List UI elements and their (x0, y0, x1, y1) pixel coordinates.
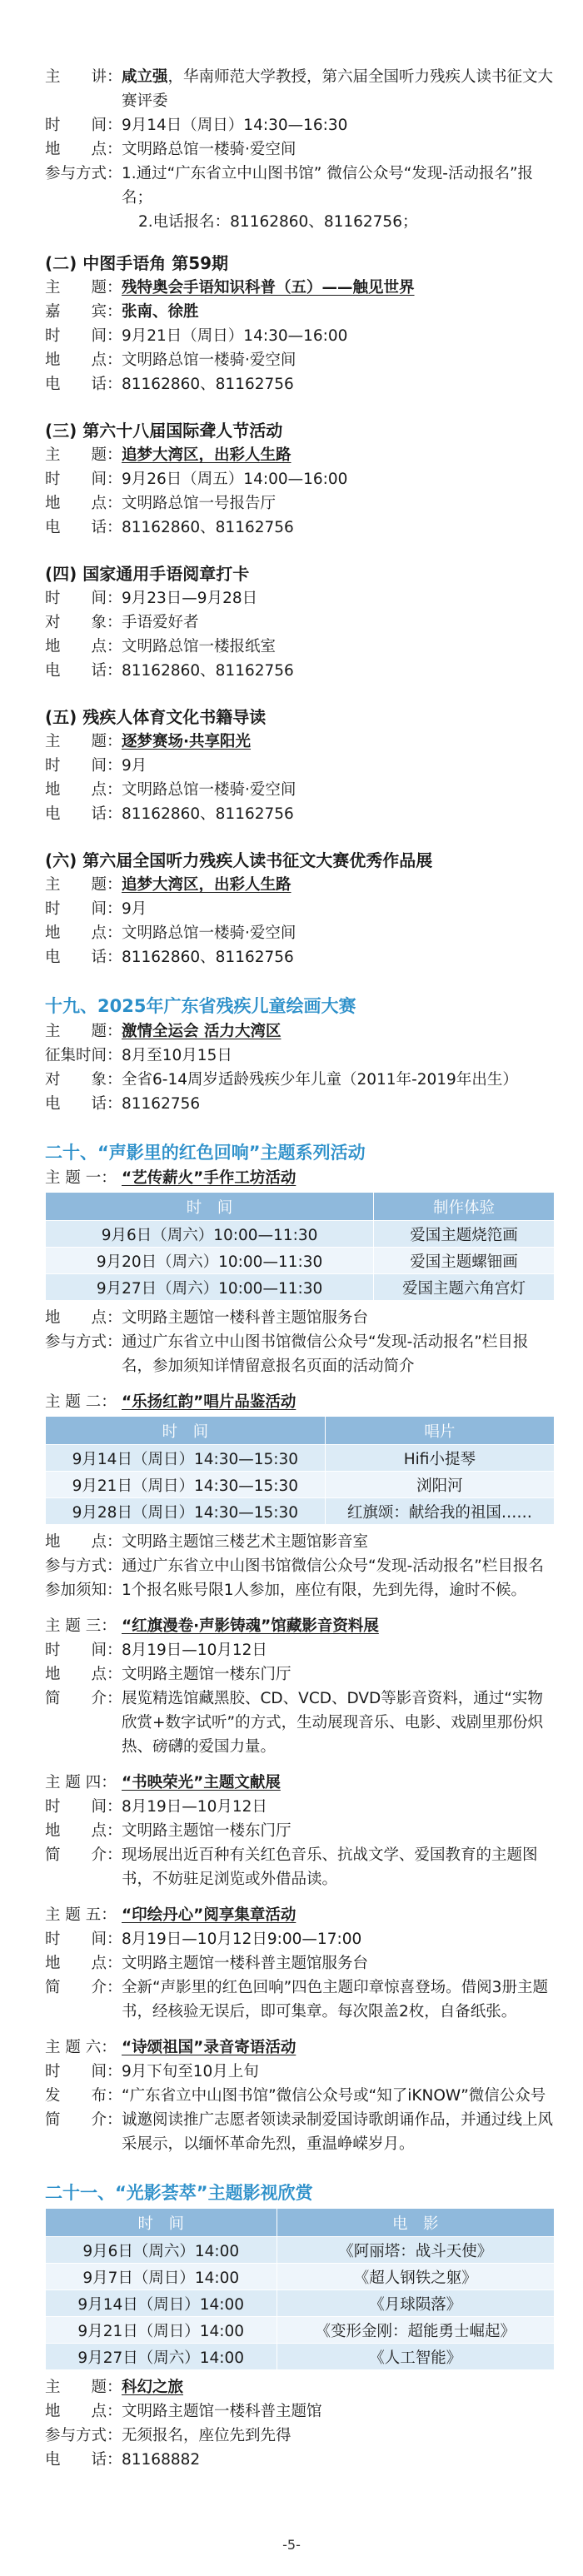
place-value: 文明路主题馆一楼东门厅 (122, 1822, 292, 1840)
time-value: 9月21日（周日）14:30—16:00 (122, 327, 348, 345)
section-title: (三) 第六十八届国际聋人节活动 (45, 421, 283, 441)
label: 发 布： (45, 2087, 122, 2105)
cell-item: Hifi小提琴 (325, 1445, 554, 1472)
join-value-2: 2.电话报名：81162860、81162756； (138, 213, 418, 231)
label: 主 题： (45, 876, 122, 894)
section-title: (二) 中图手语角 第59期 (45, 253, 229, 273)
label: 参与方式： (45, 165, 122, 182)
label: 地 点： (45, 495, 122, 512)
place-value: 文明路主题馆三楼艺术主题馆影音室 (122, 1533, 369, 1551)
label: 时 间： (45, 117, 122, 134)
cell-movie: 《超人钢铁之躯》 (277, 2264, 555, 2290)
tel-value: 81162860、81162756 (122, 662, 294, 680)
cell-item: 爱国主题烧笵画 (374, 1221, 555, 1248)
label: 地 点： (45, 1666, 122, 1683)
theme-value: 逐梦赛场·共享阳光 (122, 733, 252, 750)
label: 时 间： (45, 471, 122, 488)
part-title: 十九、2025年广东省残疾儿童绘画大赛 (45, 996, 356, 1016)
desc-value: 诚邀阅读推广志愿者领读录制爱国诗歌朗诵作品，并通过线上风采展示，以缅怀革命先烈，重温峥嵘岁月。 (122, 2111, 554, 2153)
cell-movie: 《人工智能》 (277, 2344, 555, 2370)
tel-value: 81162860、81162756 (122, 805, 294, 823)
label: 主 题： (45, 446, 122, 464)
label: 时 间： (45, 757, 122, 775)
label: 电 话： (45, 1095, 122, 1113)
place-value: 文明路总馆一楼报纸室 (122, 638, 277, 655)
label: 简 介： (45, 1979, 122, 1996)
time-value: 9月23日—9月28日 (122, 590, 258, 607)
time-value: 9月26日（周五）14:00—16:00 (122, 471, 348, 488)
header-time: 时 间 (46, 1417, 326, 1445)
label: 主 题： (45, 279, 122, 296)
time-value: 9月 (122, 757, 147, 775)
join-value: 1.通过“广东省立中山图书馆” 微信公众号“发现-活动报名”报名； (122, 165, 534, 207)
header-record: 唱片 (325, 1417, 554, 1445)
table-header (46, 1193, 555, 1221)
place-value: 文明路主题馆一楼东门厅 (122, 1666, 292, 1683)
cell-item: 爱国主题六角宫灯 (374, 1274, 555, 1301)
cell-time: 9月6日（周六）10:00—11:30 (46, 1221, 374, 1248)
label: 地 点： (45, 924, 122, 942)
time-value: 8月19日—10月12日9:00—17:00 (122, 1931, 362, 1948)
label: 主 题： (45, 2379, 122, 2396)
table-row (46, 1472, 555, 1498)
label: 地 点： (45, 638, 122, 655)
cell-item: 红旗颂：献给我的祖国…… (325, 1498, 554, 1525)
cell-time: 9月21日（周日）14:30—15:30 (46, 1472, 326, 1498)
place-value: 文明路总馆一号报告厅 (122, 495, 277, 512)
time-value: 8月19日—10月12日 (122, 1642, 267, 1659)
table-row (46, 2344, 555, 2370)
page-number: -5- (282, 2537, 301, 2553)
cell-movie: 《月球陨落》 (277, 2290, 555, 2317)
theme-value: 科幻之旅 (122, 2379, 184, 2396)
tel-value: 81162860、81162756 (122, 376, 294, 393)
table-row (46, 2290, 555, 2317)
cell-time: 9月20日（周六）10:00—11:30 (46, 1248, 374, 1274)
object-value: 全省6-14周岁适龄残疾少年儿童（2011年-2019年出生） (122, 1071, 518, 1089)
cell-time: 9月27日（周六）14:00 (46, 2344, 277, 2370)
desc-value: 展览精选馆藏黑胶、CD、VCD、DVD等影音资料，通过“实物欣赏+数字试听”的方式，生动展现音乐、电影、戏剧里那份炽热、磅礴的爱国力量。 (122, 1690, 544, 1756)
table-row (46, 2237, 555, 2264)
tel-value: 81162860、81162756 (122, 949, 294, 966)
label: 时 间： (45, 1798, 122, 1816)
cell-time: 9月6日（周六）14:00 (46, 2237, 277, 2264)
label: 地 点： (45, 351, 122, 369)
label: 时 间： (45, 1931, 122, 1948)
due-value: 8月至10月15日 (122, 1047, 232, 1064)
header-exp: 制作体验 (374, 1193, 555, 1221)
label: 时 间： (45, 2063, 122, 2080)
label: 征集时间： (45, 1047, 122, 1064)
time-value: 9月下旬至10月上旬 (122, 2063, 259, 2080)
label: 时 间： (45, 327, 122, 345)
label: 参与方式： (45, 1557, 122, 1575)
label: 主 讲： (45, 68, 122, 86)
label: 主 题 二： (45, 1393, 117, 1411)
table-row (46, 2317, 555, 2344)
label: 主 题 三： (45, 1617, 117, 1635)
tel-value: 81162860、81162756 (122, 519, 294, 536)
join-value: 通过广东省立中山图书馆微信公众号“发现-活动报名”栏目报名 (122, 1557, 544, 1575)
label: 主 题 四： (45, 1774, 117, 1791)
label: 地 点： (45, 141, 122, 158)
label: 电 话： (45, 376, 122, 393)
label: 参与方式： (45, 1333, 122, 1351)
label: 地 点： (45, 1822, 122, 1840)
guest-value: 张南、徐胜 (122, 303, 199, 321)
label: 主 题 六： (45, 2039, 117, 2056)
label: 简 介： (45, 1690, 122, 1707)
cell-item: 浏阳河 (325, 1472, 554, 1498)
label: 地 点： (45, 781, 122, 799)
place-value: 文明路主题馆一楼科普主题馆服务台 (122, 1309, 369, 1327)
label: 地 点： (45, 1309, 122, 1327)
part-title: 二十、“声影里的红色回响”主题系列活动 (45, 1143, 366, 1163)
label: 地 点： (45, 1533, 122, 1551)
label: 地 点： (45, 1955, 122, 1972)
theme-value: “艺传薪火”手作工坊活动 (122, 1169, 296, 1187)
label: 对 象： (45, 614, 122, 631)
place-value: 文明路主题馆一楼科普主题馆服务台 (122, 1955, 369, 1972)
join-value: 通过广东省立中山图书馆微信公众号“发现-活动报名”栏目报名，参加须知详情留意报名页面的活动简介 (122, 1333, 529, 1375)
label: 参与方式： (45, 2427, 122, 2444)
table-row (46, 2264, 555, 2290)
label: 时 间： (45, 900, 122, 918)
section-title: (六) 第六届全国听力残疾人读书征文大赛优秀作品展 (45, 850, 433, 870)
label: 简 介： (45, 1846, 122, 1864)
place-value: 文明路总馆一楼骑·爱空间 (122, 351, 296, 369)
label: 电 话： (45, 519, 122, 536)
label: 主 题 一： (45, 1169, 117, 1187)
section-title: (五) 残疾人体育文化书籍导读 (45, 707, 267, 727)
cell-movie: 《变形金刚：超能勇士崛起》 (277, 2317, 555, 2344)
theme-value: 激情全运会 活力大湾区 (122, 1023, 282, 1040)
header-time: 时 间 (46, 2209, 277, 2237)
join-value: 无须报名，座位先到先得 (122, 2427, 292, 2444)
cell-time: 9月28日（周日）14:30—15:30 (46, 1498, 326, 1525)
speaker-name: 咸立强 (122, 68, 168, 86)
workshop-table (45, 1192, 555, 1301)
label: 电 话： (45, 2451, 122, 2469)
note-value: 1个报名账号限1人参加，座位有限，先到先得，逾时不候。 (122, 1582, 527, 1599)
label: 电 话： (45, 662, 122, 680)
cell-time: 9月14日（周日）14:00 (46, 2290, 277, 2317)
label: 时 间： (45, 1642, 122, 1659)
part-title: 二十一、“光影荟萃”主题影视欣赏 (45, 2183, 313, 2203)
label: 地 点： (45, 2403, 122, 2420)
theme-value: “印绘丹心”阅享集章活动 (122, 1906, 296, 1924)
desc-value: 全新“声影里的红色回响”四色主题印章惊喜登场。借阅3册主题书，经核验无误后，即可集章。每次限盖2枚，自备纸张。 (122, 1979, 548, 2020)
table-row (46, 1498, 555, 1525)
label: 对 象： (45, 1071, 122, 1089)
publish-value: “广东省立中山图书馆”微信公众号或“知了iKNOW”微信公众号 (122, 2087, 546, 2105)
theme-value: “书映荣光”主题文献展 (122, 1774, 281, 1791)
tel-value: 81162756 (122, 1095, 201, 1113)
place-value: 文明路主题馆一楼科普主题馆 (122, 2403, 322, 2420)
document-page (45, 65, 555, 2472)
table-row (46, 1248, 555, 1274)
table-header (46, 2209, 555, 2237)
time-value: 8月19日—10月12日 (122, 1798, 267, 1816)
intro-block (45, 65, 555, 234)
theme-value: 追梦大湾区，出彩人生路 (122, 876, 292, 894)
theme-value: 追梦大湾区，出彩人生路 (122, 446, 292, 464)
cell-item: 爱国主题螺钿画 (374, 1248, 555, 1274)
object-value: 手语爱好者 (122, 614, 199, 631)
section-title: (四) 国家通用手语阅章打卡 (45, 564, 250, 584)
table-row (46, 1274, 555, 1301)
theme-value: “红旗漫卷·声影铸魂”馆藏影音资料展 (122, 1617, 379, 1635)
theme-value: “乐扬红韵”唱片品鉴活动 (122, 1393, 296, 1411)
place-value: 文明路总馆一楼骑·爱空间 (122, 924, 296, 942)
cell-movie: 《阿丽塔：战斗天使》 (277, 2237, 555, 2264)
cell-time: 9月21日（周日）14:00 (46, 2317, 277, 2344)
table-row (46, 1445, 555, 1472)
record-table (45, 1416, 555, 1525)
label: 时 间： (45, 590, 122, 607)
cell-time: 9月7日（周日）14:00 (46, 2264, 277, 2290)
time-value: 9月14日（周日）14:30—16:30 (122, 117, 348, 134)
label: 嘉 宾： (45, 303, 122, 321)
label: 电 话： (45, 805, 122, 823)
tel-value: 81168882 (122, 2451, 201, 2469)
place-value: 文明路总馆一楼骑·爱空间 (122, 141, 296, 158)
label: 参加须知： (45, 1582, 122, 1599)
speaker-desc: ，华南师范大学教授，第六届全国听力残疾人读书征文大赛评委 (122, 68, 554, 110)
movie-table (45, 2208, 555, 2370)
label: 主 题： (45, 1023, 122, 1040)
place-value: 文明路总馆一楼骑·爱空间 (122, 781, 296, 799)
table-row (46, 1221, 555, 1248)
label: 主 题： (45, 733, 122, 750)
header-time: 时 间 (46, 1193, 374, 1221)
table-header (46, 1417, 555, 1445)
time-value: 9月 (122, 900, 147, 918)
label: 主 题 五： (45, 1906, 117, 1924)
label: 简 介： (45, 2111, 122, 2129)
cell-time: 9月14日（周日）14:30—15:30 (46, 1445, 326, 1472)
theme-value: 残特奥会手语知识科普（五）——触见世界 (122, 279, 415, 296)
cell-time: 9月27日（周六）10:00—11:30 (46, 1274, 374, 1301)
desc-value: 现场展出近百种有关红色音乐、抗战文学、爱国教育的主题图书，不妨驻足浏览或外借品读。 (122, 1846, 538, 1888)
header-movie: 电 影 (277, 2209, 555, 2237)
theme-value: “诗颂祖国”录音寄语活动 (122, 2039, 296, 2056)
label: 电 话： (45, 949, 122, 966)
